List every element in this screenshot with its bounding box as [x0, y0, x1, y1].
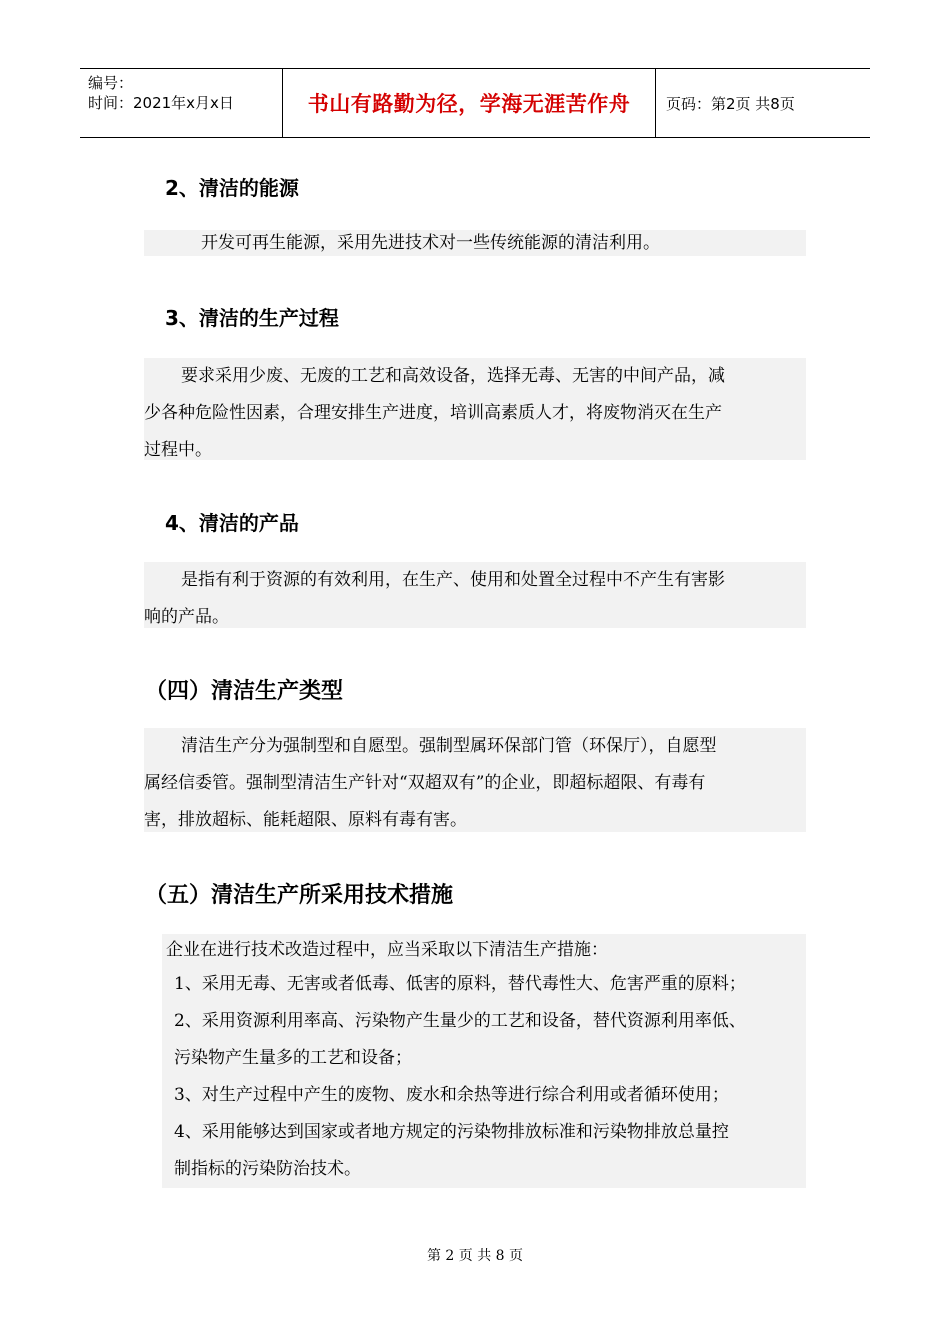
measure-item-3: 3、对生产过程中产生的废物、废水和余热等进行综合利用或者循环使用；	[174, 1085, 729, 1105]
paragraph-line: 害，排放超标、能耗超限、原料有毒有害。	[144, 810, 467, 830]
page-header	[80, 68, 870, 138]
section-five-heading: （五）清洁生产所采用技术措施	[145, 883, 454, 908]
paragraph-line: 清洁生产分为强制型和自愿型。强制型属环保部门管（环保厅），自愿型	[181, 736, 717, 756]
header-page-info: 页码：第2页 共8页	[666, 94, 795, 113]
header-motto: 书山有路勤为径，学海无涯苦作舟	[283, 69, 656, 137]
section-four-paragraph	[144, 728, 806, 832]
section-2-paragraph	[144, 230, 806, 256]
measure-item-1: 1、采用无毒、无害或者低毒、低害的原料，替代毒性大、危害严重的原料；	[174, 974, 746, 994]
header-meta	[80, 69, 283, 137]
section-4-paragraph	[144, 562, 806, 628]
section-four-heading: （四）清洁生产类型	[145, 679, 344, 704]
paragraph-line: 少各种危险性因素，合理安排生产进度，培训高素质人才，将废物消灭在生产	[144, 403, 722, 423]
paragraph-line: 属经信委管。强制型清洁生产针对“双超双有”的企业，即超标超限、有毒有	[144, 773, 706, 793]
section-3-paragraph	[144, 358, 806, 460]
paragraph-line: 企业在进行技术改造过程中，应当采取以下清洁生产措施：	[166, 940, 608, 960]
document-number-label: 编号：	[88, 74, 134, 92]
paragraph-line: 过程中。	[144, 440, 212, 460]
page-footer: 第 2 页 共 8 页	[426, 1248, 524, 1264]
measure-item-2: 2、采用资源利用率高、污染物产生量少的工艺和设备，替代资源利用率低、	[174, 1011, 746, 1031]
measure-item-4-continued: 制指标的污染防治技术。	[174, 1159, 361, 1179]
section-five-paragraph	[162, 934, 806, 1188]
measure-item-2-continued: 污染物产生量多的工艺和设备；	[174, 1048, 412, 1068]
document-date: 时间：2021年x月x日	[88, 94, 234, 112]
paragraph-line: 响的产品。	[144, 607, 229, 627]
paragraph-line: 要求采用少废、无废的工艺和高效设备，选择无毒、无害的中间产品，减	[181, 366, 725, 386]
section-3-heading: 3、清洁的生产过程	[165, 306, 339, 330]
section-4-heading: 4、清洁的产品	[165, 511, 299, 535]
paragraph-line: 是指有利于资源的有效利用，在生产、使用和处置全过程中不产生有害影	[181, 570, 725, 590]
paragraph-line: 开发可再生能源，采用先进技术对一些传统能源的清洁利用。	[201, 233, 660, 253]
measure-item-4: 4、采用能够达到国家或者地方规定的污染物排放标准和污染物排放总量控	[174, 1122, 729, 1142]
section-2-heading: 2、清洁的能源	[165, 176, 299, 200]
